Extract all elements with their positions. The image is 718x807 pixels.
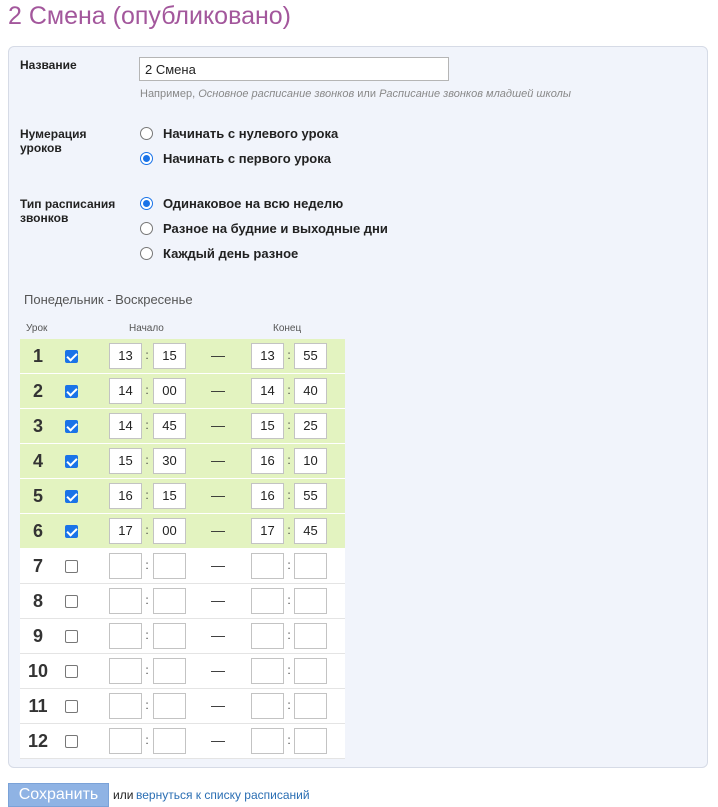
lesson-enabled-checkbox[interactable] bbox=[65, 630, 78, 643]
start-hour-input[interactable] bbox=[109, 623, 142, 649]
start-hour-input[interactable] bbox=[109, 553, 142, 579]
column-header-lesson: Урок bbox=[26, 323, 48, 334]
end-hour-input[interactable]: 16 bbox=[251, 448, 284, 474]
numbering-option-zero[interactable]: Начинать с нулевого урока bbox=[140, 126, 338, 141]
end-hour-input[interactable] bbox=[251, 693, 284, 719]
start-minute-input[interactable]: 30 bbox=[153, 448, 186, 474]
days-label: Понедельник - Воскресенье bbox=[24, 292, 193, 307]
end-minute-input[interactable] bbox=[294, 658, 327, 684]
end-hour-input[interactable] bbox=[251, 588, 284, 614]
end-minute-input[interactable] bbox=[294, 693, 327, 719]
lesson-row bbox=[20, 549, 345, 584]
lesson-enabled-checkbox[interactable] bbox=[65, 665, 78, 678]
start-minute-input[interactable]: 00 bbox=[153, 518, 186, 544]
range-dash: — bbox=[211, 592, 225, 608]
time-separator: : bbox=[145, 383, 149, 397]
name-input[interactable] bbox=[139, 57, 449, 81]
or-text: или bbox=[113, 788, 134, 802]
range-dash: — bbox=[211, 522, 225, 538]
lesson-row bbox=[20, 654, 345, 689]
lesson-enabled-checkbox[interactable] bbox=[65, 385, 78, 398]
start-minute-input[interactable]: 15 bbox=[153, 343, 186, 369]
start-hour-input[interactable]: 13 bbox=[109, 343, 142, 369]
radio-button-checked[interactable] bbox=[140, 152, 153, 165]
time-separator: : bbox=[145, 733, 149, 747]
lesson-row bbox=[20, 584, 345, 619]
column-header-end: Конец bbox=[273, 323, 302, 334]
time-separator: : bbox=[145, 523, 149, 537]
lesson-enabled-checkbox[interactable] bbox=[65, 560, 78, 573]
range-dash: — bbox=[211, 417, 225, 433]
end-hour-input[interactable]: 13 bbox=[251, 343, 284, 369]
start-hour-input[interactable] bbox=[109, 693, 142, 719]
lesson-row bbox=[20, 689, 345, 724]
time-separator: : bbox=[145, 698, 149, 712]
lesson-number: 4 bbox=[32, 451, 43, 471]
start-minute-input[interactable] bbox=[153, 728, 186, 754]
start-hour-input[interactable] bbox=[109, 658, 142, 684]
lesson-number: 5 bbox=[32, 486, 43, 506]
time-separator: : bbox=[287, 698, 291, 712]
range-dash: — bbox=[211, 382, 225, 398]
radio-button[interactable] bbox=[140, 247, 153, 260]
start-hour-input[interactable]: 15 bbox=[109, 448, 142, 474]
schedule-type-option-weekday-weekend[interactable]: Разное на будние и выходные дни bbox=[140, 221, 388, 236]
radio-button[interactable] bbox=[140, 222, 153, 235]
end-minute-input[interactable]: 25 bbox=[294, 413, 327, 439]
lesson-enabled-checkbox[interactable] bbox=[65, 735, 78, 748]
range-dash: — bbox=[211, 732, 225, 748]
lesson-number: 10 bbox=[27, 661, 49, 681]
start-minute-input[interactable]: 00 bbox=[153, 378, 186, 404]
lesson-row bbox=[20, 724, 345, 759]
start-minute-input[interactable] bbox=[153, 658, 186, 684]
lesson-row bbox=[20, 444, 345, 479]
time-separator: : bbox=[287, 558, 291, 572]
start-minute-input[interactable] bbox=[153, 693, 186, 719]
range-dash: — bbox=[211, 697, 225, 713]
lesson-number: 6 bbox=[32, 521, 43, 541]
radio-button-checked[interactable] bbox=[140, 197, 153, 210]
time-separator: : bbox=[145, 348, 149, 362]
radio-button[interactable] bbox=[140, 127, 153, 140]
time-separator: : bbox=[145, 453, 149, 467]
end-hour-input[interactable]: 14 bbox=[251, 378, 284, 404]
lesson-number: 12 bbox=[27, 731, 49, 751]
start-minute-input[interactable]: 15 bbox=[153, 483, 186, 509]
lesson-number: 9 bbox=[32, 626, 43, 646]
end-hour-input[interactable] bbox=[251, 728, 284, 754]
lesson-enabled-checkbox[interactable] bbox=[65, 420, 78, 433]
end-minute-input[interactable] bbox=[294, 728, 327, 754]
end-minute-input[interactable] bbox=[294, 588, 327, 614]
time-separator: : bbox=[287, 418, 291, 432]
start-minute-input[interactable] bbox=[153, 588, 186, 614]
lesson-enabled-checkbox[interactable] bbox=[65, 490, 78, 503]
end-hour-input[interactable] bbox=[251, 623, 284, 649]
end-hour-input[interactable]: 15 bbox=[251, 413, 284, 439]
name-label: Название bbox=[20, 58, 77, 72]
time-separator: : bbox=[145, 488, 149, 502]
lesson-row bbox=[20, 339, 345, 374]
time-separator: : bbox=[287, 453, 291, 467]
lesson-row bbox=[20, 374, 345, 409]
end-minute-input[interactable]: 40 bbox=[294, 378, 327, 404]
save-button[interactable]: Сохранить bbox=[8, 783, 109, 807]
time-separator: : bbox=[145, 558, 149, 572]
range-dash: — bbox=[211, 347, 225, 363]
lesson-number: 2 bbox=[32, 381, 43, 401]
start-hour-input[interactable]: 16 bbox=[109, 483, 142, 509]
lesson-number: 7 bbox=[32, 556, 43, 576]
time-separator: : bbox=[287, 348, 291, 362]
lesson-enabled-checkbox[interactable] bbox=[65, 700, 78, 713]
back-to-list-link[interactable]: вернуться к списку расписаний bbox=[136, 788, 310, 802]
start-hour-input[interactable] bbox=[109, 728, 142, 754]
schedule-type-option-each-day[interactable]: Каждый день разное bbox=[140, 246, 298, 261]
lesson-row bbox=[20, 619, 345, 654]
lesson-row bbox=[20, 479, 345, 514]
end-minute-input[interactable] bbox=[294, 623, 327, 649]
time-separator: : bbox=[287, 488, 291, 502]
numbering-label: Нумерация уроков bbox=[20, 127, 87, 155]
end-hour-input[interactable] bbox=[251, 658, 284, 684]
lesson-enabled-checkbox[interactable] bbox=[65, 455, 78, 468]
lesson-enabled-checkbox[interactable] bbox=[65, 595, 78, 608]
lesson-grid bbox=[20, 339, 345, 759]
end-minute-input[interactable]: 45 bbox=[294, 518, 327, 544]
schedule-type-label: Тип расписания звонков bbox=[20, 197, 116, 225]
schedule-type-option-same[interactable]: Одинаковое на всю неделю bbox=[140, 196, 343, 211]
start-hour-input[interactable] bbox=[109, 588, 142, 614]
range-dash: — bbox=[211, 487, 225, 503]
time-separator: : bbox=[287, 523, 291, 537]
time-separator: : bbox=[287, 733, 291, 747]
range-dash: — bbox=[211, 452, 225, 468]
start-hour-input[interactable]: 14 bbox=[109, 413, 142, 439]
start-minute-input[interactable] bbox=[153, 553, 186, 579]
page-title: 2 Смена (опубликовано) bbox=[8, 2, 292, 30]
range-dash: — bbox=[211, 662, 225, 678]
lesson-number: 3 bbox=[32, 416, 43, 436]
time-separator: : bbox=[145, 663, 149, 677]
time-separator: : bbox=[145, 418, 149, 432]
schedule-form-panel bbox=[8, 46, 708, 768]
start-minute-input[interactable] bbox=[153, 623, 186, 649]
end-minute-input[interactable]: 10 bbox=[294, 448, 327, 474]
time-separator: : bbox=[145, 593, 149, 607]
lesson-number: 1 bbox=[32, 346, 43, 366]
time-separator: : bbox=[287, 663, 291, 677]
start-hour-input[interactable]: 14 bbox=[109, 378, 142, 404]
start-minute-input[interactable]: 45 bbox=[153, 413, 186, 439]
lesson-row bbox=[20, 409, 345, 444]
lesson-number: 11 bbox=[28, 696, 48, 716]
end-minute-input[interactable]: 55 bbox=[294, 343, 327, 369]
time-separator: : bbox=[145, 628, 149, 642]
end-hour-input[interactable]: 17 bbox=[251, 518, 284, 544]
numbering-option-first[interactable]: Начинать с первого урока bbox=[140, 151, 331, 166]
lesson-enabled-checkbox[interactable] bbox=[65, 350, 78, 363]
end-minute-input[interactable] bbox=[294, 553, 327, 579]
lesson-enabled-checkbox[interactable] bbox=[65, 525, 78, 538]
time-separator: : bbox=[287, 628, 291, 642]
start-hour-input[interactable]: 17 bbox=[109, 518, 142, 544]
time-separator: : bbox=[287, 593, 291, 607]
end-hour-input[interactable] bbox=[251, 553, 284, 579]
lesson-number: 8 bbox=[32, 591, 43, 611]
lesson-row bbox=[20, 514, 345, 549]
name-hint: Например, Основное расписание звонков или Расписание звонков младшей школы bbox=[140, 88, 571, 100]
range-dash: — bbox=[211, 627, 225, 643]
column-header-start: Начало bbox=[129, 323, 164, 334]
end-minute-input[interactable]: 55 bbox=[294, 483, 327, 509]
end-hour-input[interactable]: 16 bbox=[251, 483, 284, 509]
time-separator: : bbox=[287, 383, 291, 397]
range-dash: — bbox=[211, 557, 225, 573]
